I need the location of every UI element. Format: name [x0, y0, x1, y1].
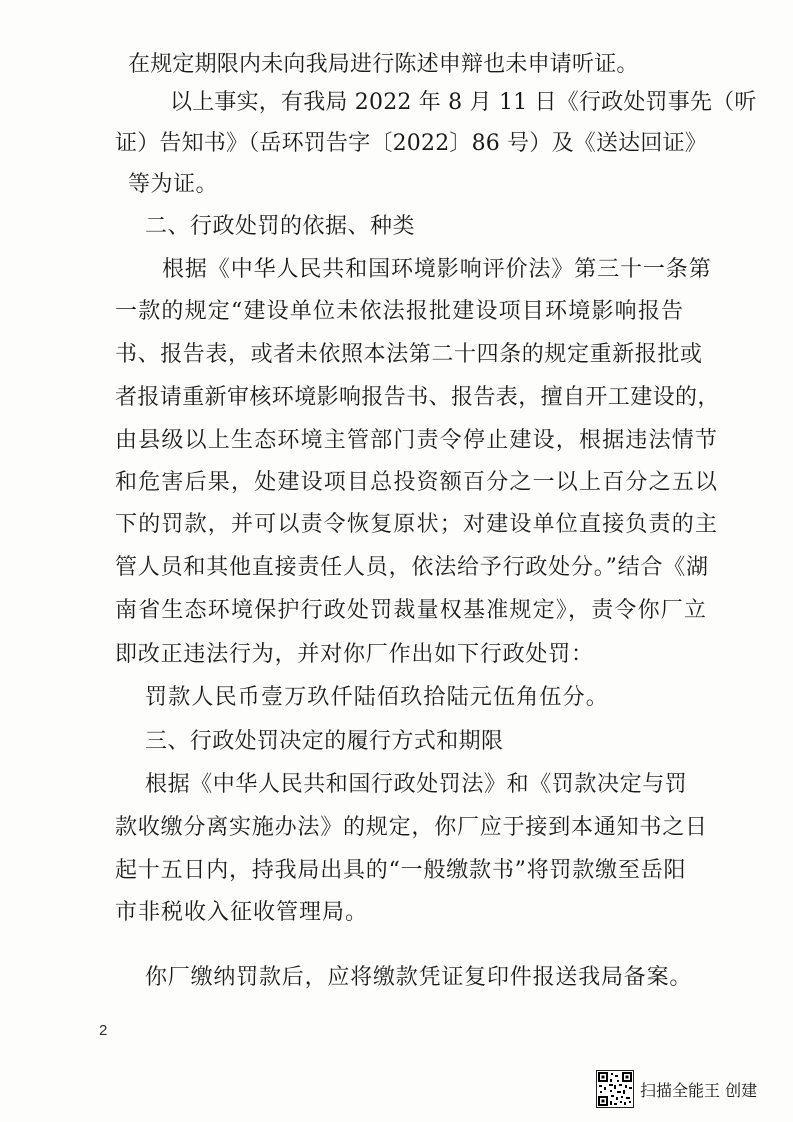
text-line: 等为证。	[128, 172, 219, 197]
section-heading: 二、行政处罚的依据、种类	[145, 214, 416, 239]
text-line: 款收缴分离实施办法》的规定，你厂应于接到本通知书之日	[115, 815, 708, 840]
watermark-label: 扫描全能王 创建	[640, 1080, 758, 1100]
text-line: 起十五日内，持我局出具的“一般缴款书”将罚款缴至岳阳	[115, 858, 687, 883]
text-line: 管人员和其他直接责任人员，依法给予行政处分。”结合《湖	[115, 555, 709, 580]
text-line: 你厂缴纳罚款后，应将缴款凭证复印件报送我局备案。	[145, 965, 693, 990]
text-line: 以上事实，有我局 2022 年 8 月 11 日《行政处罚事先（听	[170, 90, 757, 115]
text-line: 和危害后果，处建设项目总投资额百分之一以上百分之五以	[115, 470, 719, 495]
scanner-watermark	[596, 1068, 757, 1110]
text-line: 在规定期限内未向我局进行陈述申辩也未申请听证。	[128, 52, 639, 77]
qr-code-icon	[596, 1070, 634, 1108]
text-line: 根据《中华人民共和国环境影响评价法》第三十一条第	[162, 257, 712, 282]
penalty-amount: 罚款人民币壹万玖仟陆佰玖拾陆元伍角伍分。	[145, 685, 610, 710]
text-line: 者报请重新审核环境影响报告书、报告表，擅自开工建设的，	[115, 385, 720, 410]
text-line: 书、报告表，或者未依照本法第二十四条的规定重新报批或	[115, 342, 703, 367]
text-line: 南省生态环境保护行政处罚裁量权基准规定》，责令你厂立	[115, 598, 708, 623]
text-line: 即改正违法行为，并对你厂作出如下行政处罚：	[115, 642, 594, 667]
text-line: 证）告知书》（岳环罚告字〔2022〕86 号）及《送达回证》	[115, 131, 707, 156]
text-line: 一款的规定“建设单位未依法报批建设项目环境影响报告	[115, 299, 685, 324]
text-line: 由县级以上生态环境主管部门责令停止建设，根据违法情节	[115, 428, 719, 453]
text-line: 下的罚款，并可以责令恢复原状；对建设单位直接负责的主	[115, 512, 719, 537]
text-line: 市非税收入征收管理局。	[115, 900, 369, 925]
text-line: 根据《中华人民共和国行政处罚法》和《罚款决定与罚	[145, 772, 688, 797]
page-number: 2	[99, 1022, 108, 1039]
section-heading: 三、行政处罚决定的履行方式和期限	[145, 729, 504, 754]
